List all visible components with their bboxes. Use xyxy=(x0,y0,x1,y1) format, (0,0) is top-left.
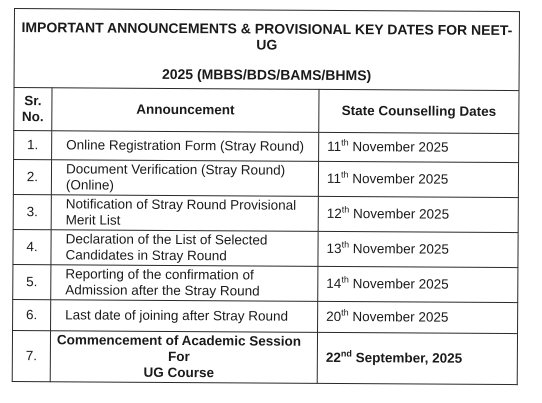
row-announcement: Document Verification (Stray Round) (Online) xyxy=(51,160,318,197)
table-row xyxy=(12,330,517,384)
title-line-2: 2025 (MBBS/BDS/BAMS/BHMS) xyxy=(161,65,372,84)
header-dates: State Counselling Dates xyxy=(319,89,519,133)
row-date: 20th November 2025 xyxy=(318,301,518,333)
row-sr: 6. xyxy=(13,299,51,330)
row-announcement: Declaration of the List of Selected Candidates in Stray Round xyxy=(51,230,318,267)
row-sr: 2. xyxy=(13,160,51,195)
row-sr: 3. xyxy=(13,194,51,229)
announcement-document xyxy=(12,8,519,391)
row-announcement: Notification of Stray Round Provisional Merit List xyxy=(51,195,318,232)
table-row xyxy=(13,160,518,198)
row-date: 11th November 2025 xyxy=(318,161,518,197)
table-row xyxy=(13,229,518,267)
title-line-1: IMPORTANT ANNOUNCEMENTS & PROVISIONAL KEY DATES FOR NEET-UG xyxy=(21,19,513,53)
row-sr: 1. xyxy=(14,131,52,160)
header-announcement: Announcement xyxy=(52,88,319,133)
header-sr-no: Sr. No. xyxy=(14,88,52,131)
row-sr: 5. xyxy=(13,264,51,299)
table-row xyxy=(13,264,518,302)
key-dates-table xyxy=(12,8,520,385)
row-date: 14th November 2025 xyxy=(318,266,518,302)
row-date: 12th November 2025 xyxy=(318,196,518,232)
table-row xyxy=(13,194,518,232)
table-row xyxy=(14,131,519,163)
row-announcement: Commencement of Academic Session For UG Course xyxy=(50,331,317,384)
row-sr: 7. xyxy=(12,330,50,381)
row-announcement: Last date of joining after Stray Round xyxy=(51,300,318,333)
row-date: 22nd September, 2025 xyxy=(317,332,517,384)
table-title xyxy=(14,9,519,91)
row-date: 13th November 2025 xyxy=(318,231,518,267)
row-date: 11th November 2025 xyxy=(319,132,519,162)
row-announcement: Reporting of the confirmation of Admission after the Stray Round xyxy=(51,265,318,302)
header-row xyxy=(14,88,519,134)
row-announcement: Online Registration Form (Stray Round) xyxy=(52,131,319,162)
table-row xyxy=(13,299,518,333)
row-sr: 4. xyxy=(13,229,51,264)
